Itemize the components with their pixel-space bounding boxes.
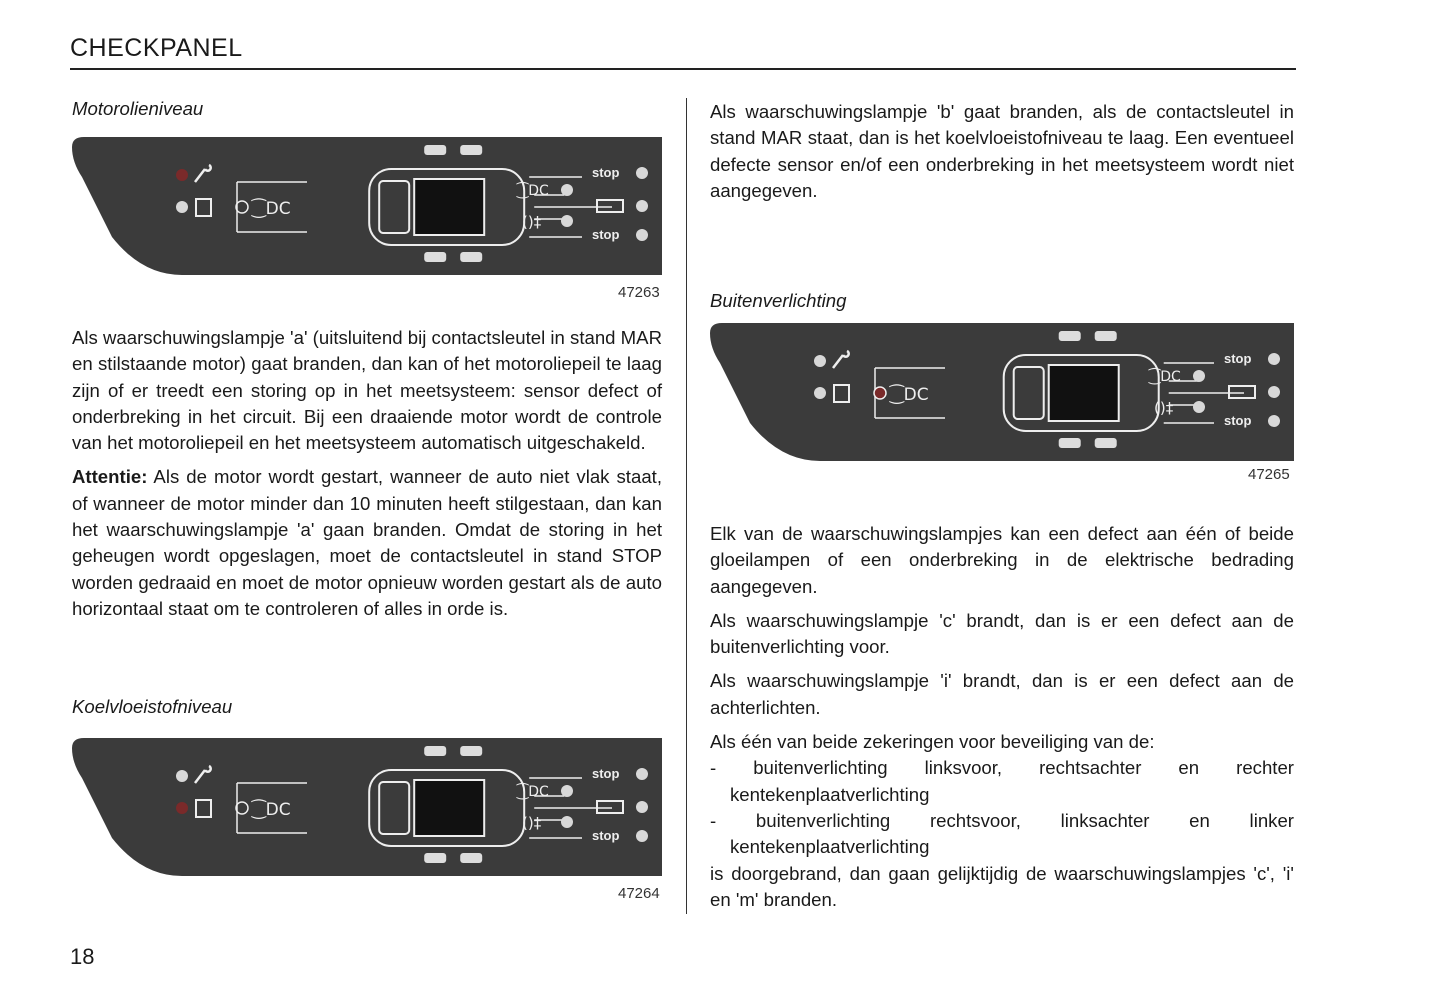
panel-graphic: stop bbox=[592, 828, 620, 843]
lamp-stop-bottom bbox=[1268, 415, 1280, 427]
panel-body bbox=[72, 738, 662, 876]
panel-graphic bbox=[424, 746, 446, 756]
lamp-m bbox=[561, 816, 573, 828]
headlight-icon: ⁐DC bbox=[890, 385, 929, 405]
lamp-stop-top bbox=[1268, 353, 1280, 365]
fuse-list bbox=[710, 755, 1294, 860]
lights-text bbox=[710, 521, 1294, 913]
panel-graphic bbox=[460, 853, 482, 863]
closing-text: is doorgebrand, dan gaan gelijktijdig de waarschuwingslampjes 'c', 'i' en 'm' branden. bbox=[710, 862, 1294, 910]
lamp-m bbox=[561, 215, 573, 227]
lamp-stop-bottom bbox=[636, 830, 648, 842]
panel-graphic bbox=[460, 746, 482, 756]
panel-graphic bbox=[1059, 438, 1081, 448]
attention-text: Als de motor wordt gestart, wanneer de auto niet vlak staat, of wanneer de motor minder dan 10 minuten heeft stilgestaan, dan kan het waarschuwingslampje 'a' gaan branden. Omdat de storing in het geheugen wordt opgeslagen, moet de contactsleutel in stand STOP worden gedraaid en moet de motor opnieuw worden gestart als de auto horizontaal staat om te controleren of alles in orde is. bbox=[72, 466, 662, 619]
panel-graphic bbox=[1095, 331, 1117, 341]
lamp-a bbox=[814, 355, 826, 367]
list-item: - buitenverlichting linksvoor, rechtsachter en rechter kentekenplaatverlichting bbox=[710, 757, 1294, 805]
panel-graphic bbox=[460, 252, 482, 262]
panel-body bbox=[72, 137, 662, 275]
heading-buitenverlichting: Buitenverlichting bbox=[710, 290, 847, 311]
heading-koelvloeistofniveau: Koelvloeistofniveau bbox=[72, 696, 233, 717]
lamp-a bbox=[176, 169, 188, 181]
lamp-c bbox=[874, 387, 886, 399]
page-number: 18 bbox=[70, 944, 95, 969]
lamp-stop-bottom bbox=[636, 229, 648, 241]
panel-graphic bbox=[1095, 438, 1117, 448]
panel-graphic bbox=[424, 145, 446, 155]
headlight-icon: ⁐DC bbox=[1149, 369, 1181, 385]
lamp-headlight bbox=[1193, 370, 1205, 382]
attention-label: Attentie: bbox=[72, 466, 148, 488]
foglight-icon: ()‡ bbox=[522, 213, 542, 231]
headlight-icon: ⁐DC bbox=[517, 183, 549, 199]
page-title: CHECKPANEL bbox=[70, 34, 243, 62]
panel-graphic: stop bbox=[592, 227, 620, 242]
headlight-icon: ⁐DC bbox=[517, 784, 549, 800]
header-rule bbox=[70, 68, 1296, 70]
checkpanel-figure-coolant bbox=[72, 738, 662, 883]
panel-graphic: stop bbox=[1224, 413, 1252, 428]
panel-graphic bbox=[414, 780, 484, 836]
figure-number: 47265 bbox=[1248, 466, 1290, 483]
lamp-stop-top bbox=[636, 167, 648, 179]
lamp-a bbox=[176, 770, 188, 782]
panel-graphic bbox=[424, 853, 446, 863]
lamp-headlight bbox=[561, 785, 573, 797]
paragraph: Als waarschuwingslampje 'c' brandt, dan is er een defect aan de buitenverlichting voor. bbox=[710, 609, 1294, 658]
panel-graphic: stop bbox=[592, 165, 620, 180]
lamp-headlight bbox=[561, 184, 573, 196]
list-item: - buitenverlichting rechtsvoor, linksachter en linker kentekenplaatverlichting bbox=[710, 809, 1294, 858]
foglight-icon: ()‡ bbox=[1154, 399, 1174, 417]
column-divider bbox=[686, 98, 687, 914]
figure-number: 47264 bbox=[618, 885, 660, 902]
paragraph: Elk van de waarschuwingslampjes kan een defect aan één of beide gloeilampen of een onderbreking in de elektrische bedrading aangegeven. bbox=[710, 523, 1294, 597]
panel-graphic bbox=[1059, 331, 1081, 341]
paragraph: Als waarschuwingslampje 'b' gaat branden, als de contactsleutel in stand MAR staat, dan is het koelvloeistofniveau te laag. Een eventueel defecte sensor en/of een onderbreking in het meetsysteem wordt niet aangegeven. bbox=[710, 101, 1294, 201]
headlight-icon: ⁐DC bbox=[252, 800, 291, 820]
panel-graphic bbox=[414, 179, 484, 235]
paragraph: Als waarschuwingslampje 'i' brandt, dan is er een defect aan de achterlichten. bbox=[710, 670, 1294, 718]
panel-body bbox=[710, 323, 1294, 461]
lamp-m bbox=[1193, 401, 1205, 413]
figure-number: 47263 bbox=[618, 284, 660, 301]
lamp-i bbox=[636, 801, 648, 813]
panel-graphic bbox=[1049, 365, 1119, 421]
panel-graphic: stop bbox=[1224, 351, 1252, 366]
headlight-icon: ⁐DC bbox=[252, 199, 291, 219]
oil-text bbox=[72, 325, 662, 630]
lamp-stop-top bbox=[636, 768, 648, 780]
list-intro: Als één van beide zekeringen voor beveiliging van de: bbox=[710, 731, 1155, 753]
paragraph: Als waarschuwingslampje 'a' (uitsluitend bij contactsleutel in stand MAR en stilstaande motor) gaat branden, dan kan of het motoroliepeil te laag zijn of er treedt een storing op in het meetsysteem: sensor defect of onderbreking in het circuit. Bij een draaiende motor wordt de controle van het motoroliepeil en het meetsysteem automatisch uitgeschakeld. bbox=[72, 327, 662, 454]
foglight-icon: ()‡ bbox=[522, 814, 542, 832]
coolant-text bbox=[710, 99, 1294, 212]
lamp-i bbox=[636, 200, 648, 212]
panel-graphic bbox=[424, 252, 446, 262]
panel-graphic: stop bbox=[592, 766, 620, 781]
lamp-b bbox=[176, 802, 188, 814]
heading-motorolieniveau: Motorolieniveau bbox=[72, 98, 204, 119]
attention-paragraph bbox=[72, 464, 662, 622]
panel-graphic bbox=[460, 145, 482, 155]
checkpanel-figure-oil bbox=[72, 137, 662, 282]
checkpanel-figure-lights bbox=[710, 323, 1294, 468]
lamp-b bbox=[814, 387, 826, 399]
lamp-i bbox=[1268, 386, 1280, 398]
lamp-b bbox=[176, 201, 188, 213]
